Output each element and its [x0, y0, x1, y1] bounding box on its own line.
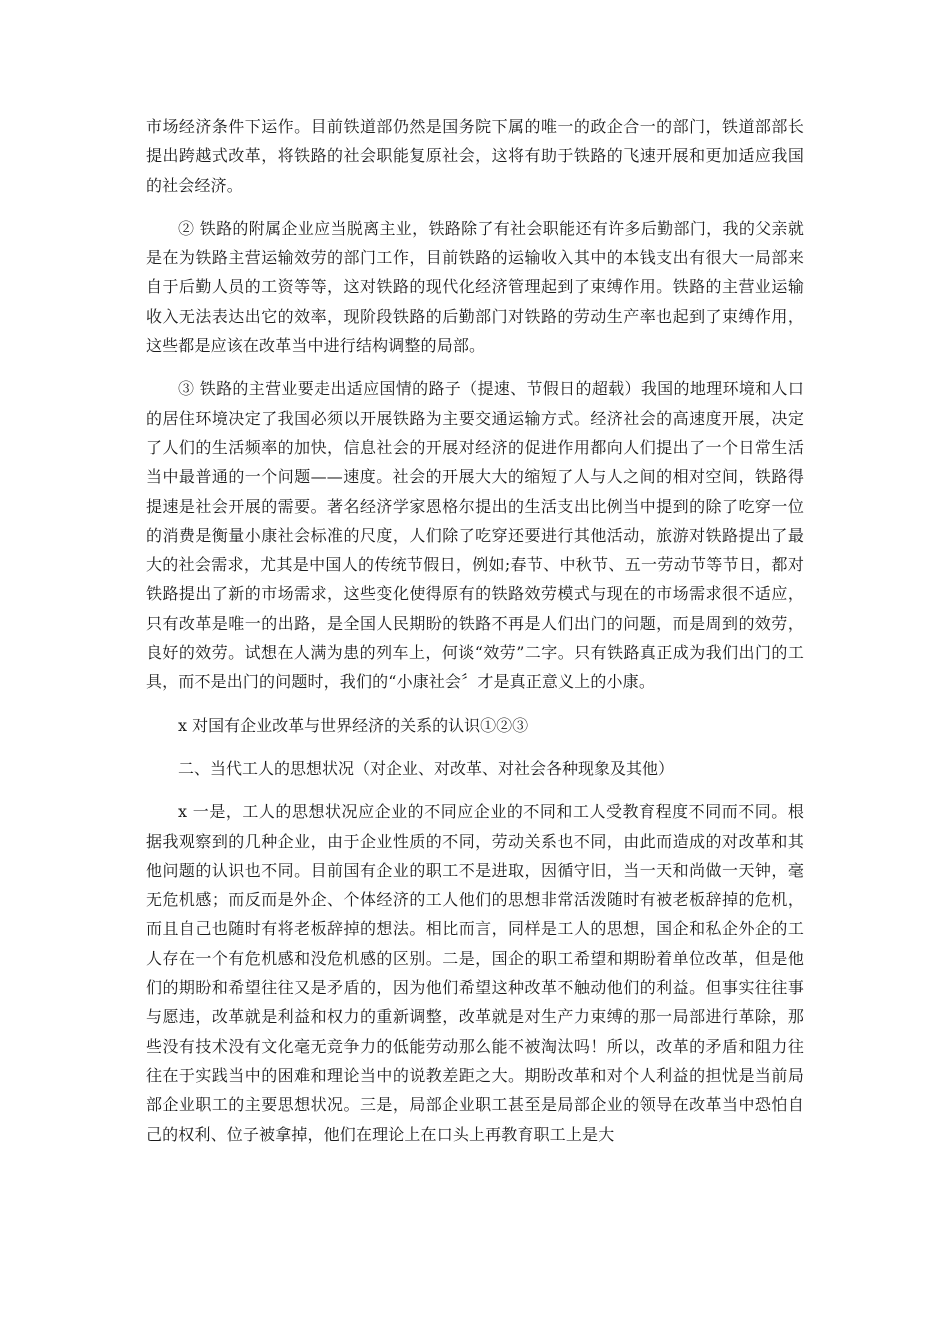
paragraph-workers-thinking: x 一是，工人的思想状况应企业的不同应企业的不同和工人受教育程度不同而不同。根据我观察到的几种企业，由于企业性质的不同，劳动关系也不同，由此而造成的对改革和其他问题的认识也不同。目前国有企业的职工不是进取，因循守旧，当一天和尚做一天钟，毫无危机感；而反而是外企、个体经济的工人他们的思想非常活泼随时有被老板辞掉的危机，而且自己也随时有将老板辞掉的想法。相比而言，同样是工人的思想，国企和私企外企的工人存在一个有危机感和没危机感的区别。二是，国企的职工希望和期盼着单位改革，但是他们的期盼和希望往往又是矛盾的，因为他们希望这种改革不触动他们的利益。但事实往往事与愿违，改革就是利益和权力的重新调整，改革就是对生产力束缚的那一局部进行革除，那些没有技术没有文化毫无竞争力的低能劳动那么能不被淘汰吗！所以，改革的矛盾和阻力往往在于实践当中的困难和理论当中的说教差距之大。期盼改革和对个人利益的担忧是当前局部企业职工的主要思想状况。三是，局部企业职工甚至是局部企业的领导在改革当中恐怕自己的权利、位子被拿掉，他们在理论上在口头上再教育职工上是大	[146, 802, 804, 1144]
paragraph-main-business: ③ 铁路的主营业要走出适应国情的路子（提速、节假日的超载）我国的地理环境和人口的居住环境决定了我国必须以开展铁路为主要交通运输方式。经济社会的高速度开展，决定了人们的生活频率的加快，信息社会的开展对经济的促进作用都向人们提出了一个日常生活当中最普通的一个问题——速度。社会的开展大大的缩短了人与人之间的相对空间，铁路得提速是社会开展的需要。著名经济学家恩格尔提出的生活支出比例当中提到的除了吃穿一位的消费是衡量小康社会标准的尺度，人们除了吃穿还要进行其他活动，旅游对铁路提出了最大的社会需求，尤其是中国人的传统节假日，例如;春节、中秋节、五一劳动节等节日，都对铁路提出了新的市场需求，这些变化使得原有的铁路效劳模式与现在的市场需求很不适应，只有改革是唯一的出路，是全国人民期盼的铁路不再是人们出门的问题，而是周到的效劳，良好的效劳。试想在人满为患的列车上，何谈“效劳”二字。只有铁路真正成为我们出门的工具，而不是出门的问题时，我们的“小康社会〞才是真正意义上的小康。	[146, 379, 804, 692]
section-heading-soe-reform: x 对国有企业改革与世界经济的关系的认识①②③	[178, 715, 529, 735]
section-heading-workers-thinking: 二、当代工人的思想状况（对企业、对改革、对社会各种现象及其他）	[178, 758, 675, 778]
paragraph-railway-reform: 市场经济条件下运作。目前铁道部仍然是国务院下属的唯一的政企合一的部门，铁道部部长提出跨越式改革，将铁路的社会职能复原社会，这将有助于铁路的飞速开展和更加适应我国的社会经济。	[146, 117, 804, 195]
document-body	[146, 112, 804, 1163]
paragraph-auxiliary-enterprises: ② 铁路的附属企业应当脱离主业，铁路除了有社会职能还有许多后勤部门，我的父亲就是在为铁路主营运输效劳的部门工作，目前铁路的运输收入其中的本钱支出有很大一局部来自于后勤人员的工资等等，这对铁路的现代化经济管理起到了束缚作用。铁路的主营业运输收入无法表达出它的效率，现阶段铁路的后勤部门对铁路的劳动生产率也起到了束缚作用，这些都是应该在改革当中进行结构调整的局部。	[146, 218, 804, 356]
